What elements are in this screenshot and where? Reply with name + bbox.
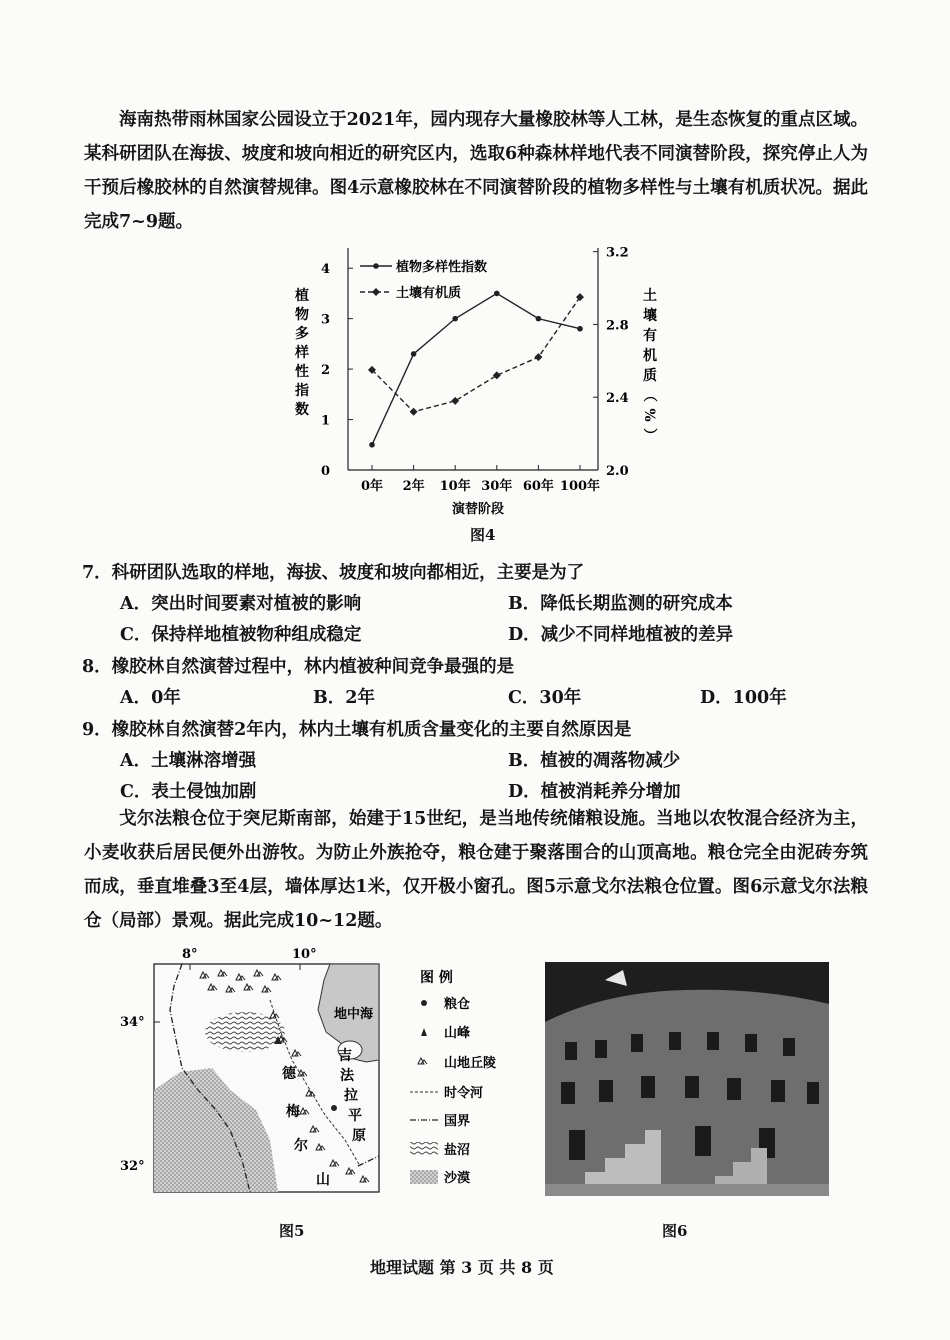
soil-organic-point xyxy=(493,371,501,379)
legend-title: 图 例 xyxy=(420,970,453,986)
right-axis-title-char: 有 xyxy=(643,328,657,344)
question-7: 7．科研团队选取的样地，海拔、坡度和坡向都相近，主要是为了 xyxy=(82,563,585,583)
label-mei: 梅 xyxy=(286,1104,300,1120)
left-axis-title-char: 物 xyxy=(295,307,309,323)
x-tick-label: 30年 xyxy=(481,479,513,494)
legend-river: 时令河 xyxy=(444,1086,484,1101)
label-ping: 平 xyxy=(348,1108,362,1124)
q9-option-b[interactable]: B．植被的凋落物减少 xyxy=(508,751,681,771)
label-la: 拉 xyxy=(344,1088,358,1104)
label-er: 尔 xyxy=(294,1138,308,1154)
legend-marker xyxy=(372,288,380,296)
q8-option-a[interactable]: A．0年 xyxy=(120,688,181,708)
right-tick-label: 2.8 xyxy=(606,318,629,334)
figure-5-caption: 图5 xyxy=(279,1222,305,1240)
figure-6-photo xyxy=(545,962,829,1196)
label-shan: 山 xyxy=(316,1172,330,1188)
right-tick-label: 2.0 xyxy=(606,464,629,479)
label-yuan: 原 xyxy=(352,1128,366,1144)
legend-marsh-icon xyxy=(410,1142,438,1156)
diversity-point xyxy=(369,442,375,448)
legend-hills-icon xyxy=(418,1058,427,1064)
x-tick-label: 100年 xyxy=(559,479,601,494)
legend-granary-icon xyxy=(421,1000,427,1006)
left-tick-label: 2 xyxy=(320,363,330,379)
legend-peak-icon xyxy=(421,1028,427,1036)
diversity-point xyxy=(494,291,500,297)
right-axis-title-char: % xyxy=(641,408,657,422)
figure-4-chart xyxy=(280,238,657,528)
soil-organic-point xyxy=(451,397,459,405)
q9-option-d[interactable]: D．植被消耗养分增加 xyxy=(508,782,681,802)
diversity-point xyxy=(577,326,583,332)
legend-marsh: 盐沼 xyxy=(444,1143,471,1158)
x-tick-label: 60年 xyxy=(522,479,554,494)
passage-1: 海南热带雨林国家公园设立于2021年，园内现存大量橡胶林等人工林，是生态恢复的重点区域。某科研团队在海拔、坡度和坡向相近的研究区内，选取6种森林样地代表不同演替阶段，探究停止人为干预后橡胶林的自然演替规律。图4示意橡胶林在不同演替阶段的植物多样性与土壤有机质状况。据此完成7~9题。 xyxy=(84,110,868,232)
right-tick-label: 3.2 xyxy=(606,245,629,261)
left-tick-label: 1 xyxy=(320,413,330,429)
right-axis-title-char: ） xyxy=(641,428,657,442)
legend-marker xyxy=(373,263,379,269)
soil-organic-series-line xyxy=(372,297,580,412)
q7-option-a[interactable]: A．突出时间要素对植被的影响 xyxy=(120,594,362,614)
legend-granary: 粮仓 xyxy=(444,997,471,1012)
figure-5-map xyxy=(120,940,510,1200)
right-axis-title-char: 壤 xyxy=(643,308,657,324)
lat-label-34: 34° xyxy=(120,1015,145,1030)
q7-option-c[interactable]: C．保持样地植被物种组成稳定 xyxy=(120,625,362,645)
q9-option-a[interactable]: A．土壤淋溶增强 xyxy=(120,751,257,771)
x-axis-title: 演替阶段 xyxy=(451,502,505,517)
left-axis-title-char: 样 xyxy=(295,345,309,361)
diversity-point xyxy=(452,316,458,322)
legend-label: 土壤有机质 xyxy=(396,286,462,301)
left-axis-title-char: 指 xyxy=(295,383,309,399)
right-tick-label: 2.4 xyxy=(606,391,629,407)
legend-hills: 山地丘陵 xyxy=(444,1056,497,1071)
figure-6-caption: 图6 xyxy=(662,1222,688,1240)
right-axis-title-char: 质 xyxy=(643,368,657,384)
left-axis-title-char: 多 xyxy=(295,326,309,342)
passage-2: 戈尔法粮仓位于突尼斯南部，始建于15世纪，是当地传统储粮设施。当地以农牧混合经济为主，小麦收获后居民便外出游牧。为防止外族抢夺，粮仓建于聚落围合的山顶高地。粮仓完全由泥砖夯筑而成，垂直堆叠3至4层，墙体厚达1米，仅开极小窗孔。图5示意戈尔法粮仓位置。图6示意戈尔法粮仓（局部）景观。据此完成10~12题。 xyxy=(84,809,868,931)
sea-label: 地中海 xyxy=(334,1007,374,1022)
legend-desert-icon xyxy=(410,1170,438,1184)
page-footer: 地理试题 第 3 页 共 8 页 xyxy=(370,1258,554,1277)
q8-option-d[interactable]: D．100年 xyxy=(700,688,787,708)
q9-option-c[interactable]: C．表土侵蚀加剧 xyxy=(120,782,257,802)
soil-organic-point xyxy=(410,408,418,416)
diversity-series-line xyxy=(372,293,580,444)
label-ji: 吉 xyxy=(338,1048,352,1064)
q8-option-b[interactable]: B．2年 xyxy=(313,688,375,708)
granary-location xyxy=(331,1105,337,1111)
legend-label: 植物多样性指数 xyxy=(396,260,488,275)
left-tick-label: 0 xyxy=(320,464,330,479)
lon-label-8: 8° xyxy=(182,947,198,962)
figure-4-caption: 图4 xyxy=(470,526,496,544)
question-9: 9．橡胶林自然演替2年内，林内土壤有机质含量变化的主要自然原因是 xyxy=(82,720,632,740)
legend-peak: 山峰 xyxy=(444,1026,471,1041)
left-axis-title-char: 性 xyxy=(295,364,309,380)
lat-label-32: 32° xyxy=(120,1159,145,1174)
left-tick-label: 3 xyxy=(320,312,330,328)
left-axis-title-char: 植 xyxy=(295,288,309,304)
right-axis-title-char: 土 xyxy=(643,288,657,304)
q8-option-c[interactable]: C．30年 xyxy=(508,688,582,708)
x-tick-label: 10年 xyxy=(439,479,471,494)
label-de: 德 xyxy=(282,1066,296,1082)
x-tick-label: 2年 xyxy=(402,479,425,494)
soil-organic-point xyxy=(576,293,584,301)
label-fa: 法 xyxy=(340,1068,354,1084)
legend-border: 国界 xyxy=(444,1114,471,1129)
q7-option-d[interactable]: D．减少不同样地植被的差异 xyxy=(508,625,734,645)
lon-label-10: 10° xyxy=(292,947,317,962)
right-axis-title-char: （ xyxy=(641,388,657,402)
legend-desert: 沙漠 xyxy=(444,1171,471,1186)
left-axis-title-char: 数 xyxy=(295,402,309,418)
x-tick-label: 0年 xyxy=(360,479,384,494)
soil-organic-point xyxy=(534,353,542,361)
right-axis-title-char: 机 xyxy=(643,348,657,364)
question-8: 8．橡胶林自然演替过程中，林内植被种间竞争最强的是 xyxy=(82,657,515,677)
left-tick-label: 4 xyxy=(320,262,330,278)
diversity-point xyxy=(411,351,417,357)
q7-option-b[interactable]: B．降低长期监测的研究成本 xyxy=(508,594,733,614)
diversity-point xyxy=(536,316,542,322)
